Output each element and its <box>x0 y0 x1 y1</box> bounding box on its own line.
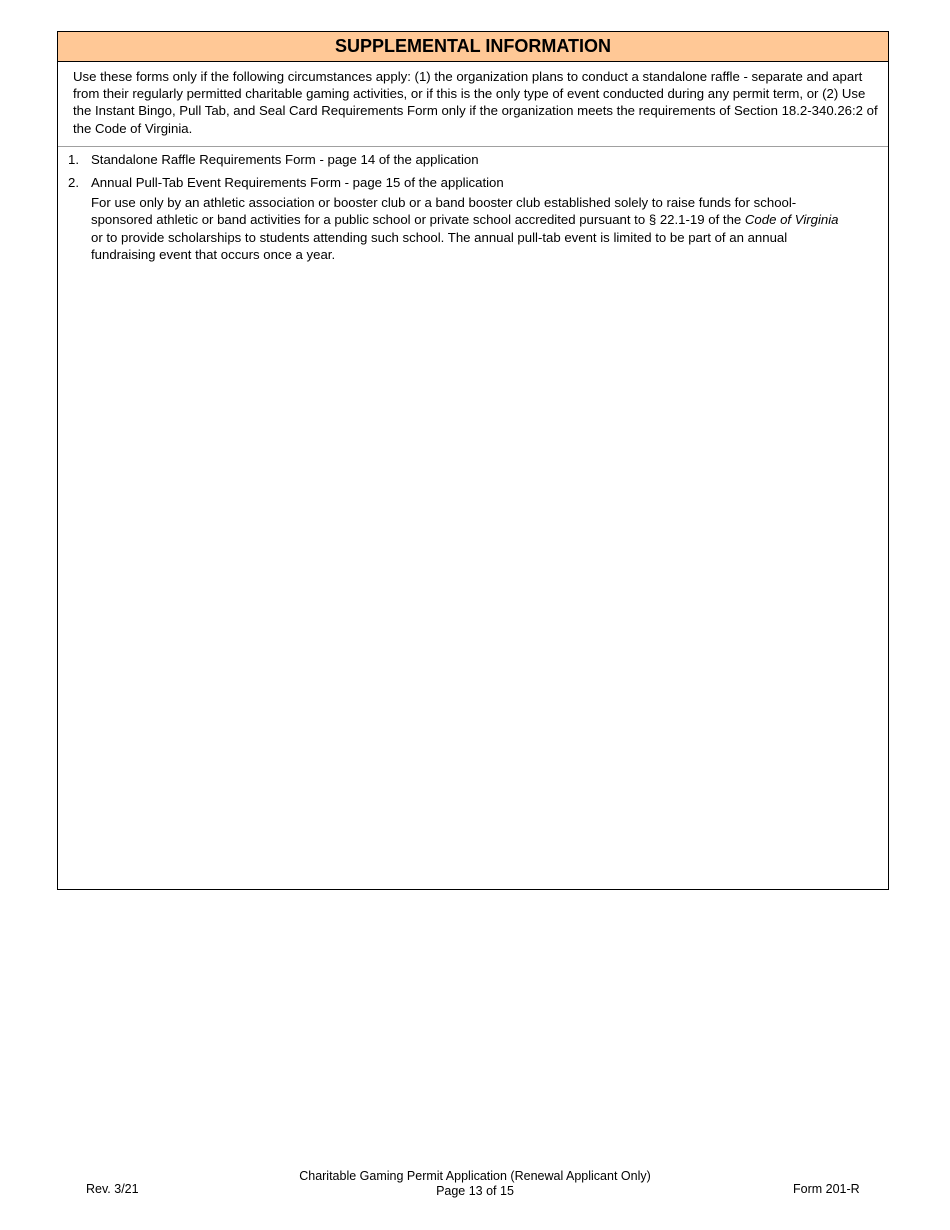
list-item-number: 2. <box>68 175 79 191</box>
list-item-label: Standalone Raffle Requirements Form - page 14 of the application <box>91 151 479 167</box>
list-item <box>58 174 888 263</box>
list-item-label: Annual Pull-Tab Event Requirements Form - page 15 of the application <box>91 175 504 191</box>
intro-text: Use these forms only if the following circumstances apply: (1) the organization plans to conduct a standalone raffle - separate and apart from their regularly permitted charitable gaming activities, or if this is the only type of event conducted during any permit term, or (2) Use the Instant Bingo, Pull Tab, and Seal Card Requirements Form only if the organization meets the requirements of Section 18.2-340.26:2 of the Code of Virginia. <box>58 62 888 147</box>
forms-list <box>58 147 888 263</box>
list-item-number: 1. <box>68 151 79 167</box>
form-number: Form 201-R <box>793 1182 860 1196</box>
form-title: Charitable Gaming Permit Application (Renewal Applicant Only) <box>299 1169 651 1183</box>
page-number: Page 13 of 15 <box>436 1184 514 1198</box>
section-title: SUPPLEMENTAL INFORMATION <box>58 32 888 62</box>
code-of-virginia-citation: Code of Virginia <box>744 212 839 228</box>
description-text-end: or to provide scholarships to students attending such school. The annual pull-tab event is limited to be part of an annual fundraising event that occurs once a year. <box>91 229 788 262</box>
revision-label: Rev. 3/21 <box>86 1182 139 1196</box>
description-text-start: For use only by an athletic association or booster club or a band booster club established solely to raise funds for school-sponsored athletic or band activities for a public school or private school accredited pursuant to § 22.1-19 of the <box>91 195 797 228</box>
list-item-description <box>91 194 848 263</box>
supplemental-info-section <box>57 31 889 890</box>
list-item <box>58 151 888 168</box>
